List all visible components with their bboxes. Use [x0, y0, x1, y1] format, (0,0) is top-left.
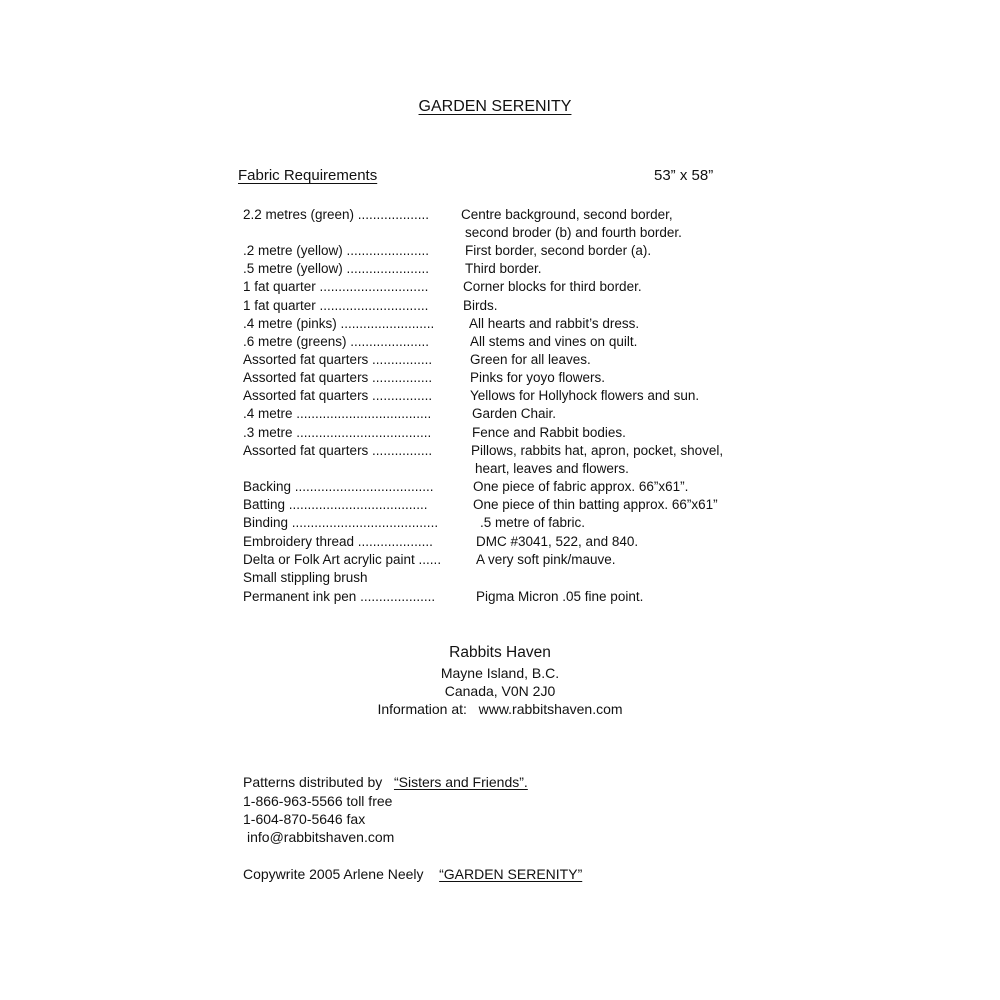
requirement-desc: Centre background, second border,	[461, 207, 673, 222]
fax-number: 1-604-870-5646 fax	[243, 811, 366, 827]
requirement-desc: DMC #3041, 522, and 840.	[476, 534, 639, 549]
requirement-desc: All hearts and rabbit’s dress.	[469, 316, 640, 331]
company-info-line	[0, 701, 1000, 717]
requirement-item: 1 fat quarter .............................	[243, 298, 429, 313]
requirement-item: .5 metre (yellow) ......................	[243, 261, 430, 276]
fabric-requirements-heading: Fabric Requirements	[238, 167, 378, 184]
requirement-item: Delta or Folk Art acrylic paint ......	[243, 552, 442, 567]
requirement-desc: Corner blocks for third border.	[463, 279, 642, 294]
requirement-desc: Green for all leaves.	[470, 352, 591, 367]
requirement-desc: A very soft pink/mauve.	[476, 552, 616, 567]
requirement-item: Assorted fat quarters ................	[243, 352, 433, 367]
toll-free-phone: 1-866-963-5566 toll free	[243, 793, 393, 809]
requirement-item: .2 metre (yellow) ......................	[243, 243, 430, 258]
contact-email[interactable]: info@rabbitshaven.com	[247, 829, 395, 845]
requirement-desc: Birds.	[463, 298, 498, 313]
requirement-desc: .5 metre of fabric.	[480, 515, 586, 530]
requirement-desc: heart, leaves and flowers.	[475, 461, 629, 476]
requirement-item: Binding .......................................	[243, 515, 439, 530]
requirement-item: 1 fat quarter .............................	[243, 279, 429, 294]
company-location: Mayne Island, B.C.	[440, 665, 560, 681]
requirement-desc: Pillows, rabbits hat, apron, pocket, shovel,	[471, 443, 724, 458]
requirement-item: Embroidery thread ....................	[243, 534, 433, 549]
copyright-pattern-name: “GARDEN SERENITY”	[439, 866, 583, 882]
copyright-line	[243, 866, 582, 882]
requirement-desc: Yellows for Hollyhock flowers and sun.	[470, 388, 700, 403]
info-label: Information at:	[377, 701, 467, 717]
page-title	[0, 98, 990, 116]
requirement-desc: Fence and Rabbit bodies.	[472, 425, 626, 440]
requirement-item: Small stippling brush	[243, 570, 368, 585]
requirement-desc: Pigma Micron .05 fine point.	[476, 589, 644, 604]
company-country: Canada, V0N 2J0	[444, 683, 556, 699]
requirement-desc: One piece of thin batting approx. 66”x61”	[473, 497, 718, 512]
requirement-desc: First border, second border (a).	[465, 243, 652, 258]
requirement-desc: Garden Chair.	[472, 406, 557, 421]
requirement-item: .6 metre (greens) .....................	[243, 334, 430, 349]
requirement-item: Permanent ink pen ....................	[243, 589, 436, 604]
requirement-item: Assorted fat quarters ................	[243, 443, 433, 458]
requirement-desc: Third border.	[465, 261, 542, 276]
website-link[interactable]: www.rabbitshaven.com	[478, 701, 623, 717]
company-name: Rabbits Haven	[449, 644, 551, 661]
requirement-item: Batting .....................................	[243, 497, 428, 512]
requirement-item: Assorted fat quarters ................	[243, 388, 433, 403]
copyright-text: Copywrite 2005 Arlene Neely	[243, 866, 424, 882]
requirement-item: Backing .....................................	[243, 479, 434, 494]
requirement-item: 2.2 metres (green) ...................	[243, 207, 430, 222]
distributor-label: Patterns distributed by	[243, 774, 383, 790]
finished-size: 53” x 58”	[654, 167, 714, 184]
page-title-text: GARDEN SERENITY	[418, 98, 572, 115]
requirement-desc: Pinks for yoyo flowers.	[470, 370, 606, 385]
distributor-line	[243, 774, 528, 790]
requirement-desc: All stems and vines on quilt.	[470, 334, 638, 349]
requirement-item: Assorted fat quarters ................	[243, 370, 433, 385]
requirement-item: .4 metre (pinks) .........................	[243, 316, 435, 331]
requirement-desc: One piece of fabric approx. 66”x61”.	[473, 479, 689, 494]
requirement-desc: second broder (b) and fourth border.	[465, 225, 682, 240]
requirement-item: .4 metre ....................................	[243, 406, 432, 421]
requirement-item: .3 metre ....................................	[243, 425, 432, 440]
distributor-name: “Sisters and Friends”.	[393, 774, 528, 790]
